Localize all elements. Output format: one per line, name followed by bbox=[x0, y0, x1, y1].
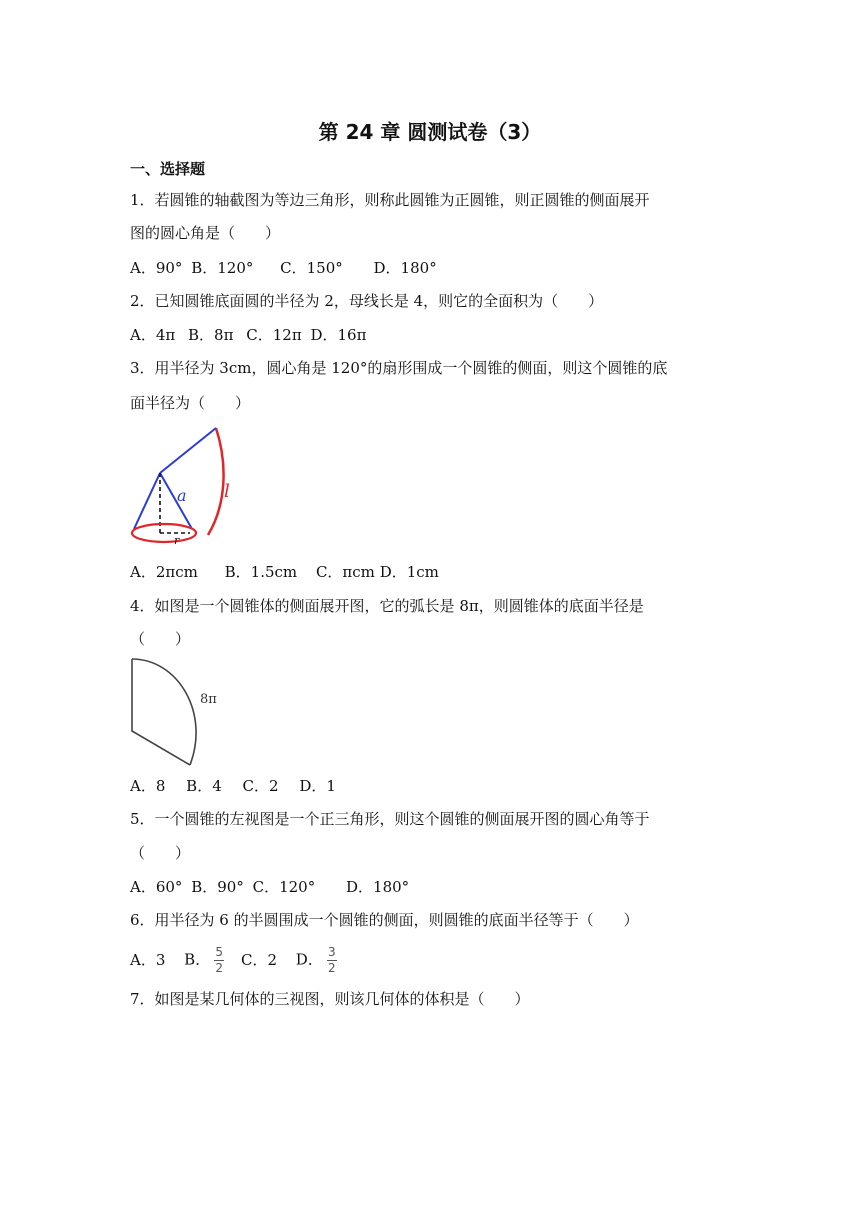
option-c: C．2 bbox=[242, 777, 279, 795]
option-d: D．180° bbox=[346, 878, 410, 896]
option-c: C．150° bbox=[280, 259, 343, 277]
option-b-prefix: B． bbox=[184, 950, 211, 969]
question-4-options bbox=[130, 776, 336, 796]
question-1-text-cont: 图的圆心角是（ ） bbox=[130, 224, 281, 242]
label-l: l bbox=[224, 481, 230, 502]
option-a: A．90° bbox=[130, 259, 183, 277]
question-6-options bbox=[130, 946, 341, 975]
question-3-text-cont: 面半径为（ ） bbox=[130, 394, 251, 412]
option-b bbox=[184, 946, 228, 975]
option-d: D．1cm bbox=[379, 563, 439, 581]
page-title: 第 24 章 圆测试卷（3） bbox=[318, 120, 542, 144]
question-3-text: 3．用半径为 3cm，圆心角是 120°的扇形围成一个圆锥的侧面，则这个圆锥的底 bbox=[130, 359, 668, 377]
question-4-text: 4．如图是一个圆锥体的侧面展开图，它的弧长是 8π，则圆锥体的底面半径是 bbox=[130, 597, 644, 615]
option-a: A．8 bbox=[130, 777, 166, 795]
fraction-denominator: 2 bbox=[328, 961, 336, 975]
question-1-options bbox=[130, 258, 437, 278]
label-r: r bbox=[174, 534, 180, 547]
question-6-text: 6．用半径为 6 的半圆围成一个圆锥的侧面，则圆锥的底面半径等于（ ） bbox=[130, 911, 639, 929]
option-c: C．πcm bbox=[315, 563, 375, 581]
option-b: B．8π bbox=[188, 326, 234, 344]
option-a: A．2πcm bbox=[130, 563, 198, 581]
sector-radii bbox=[132, 659, 190, 765]
option-b: B．4 bbox=[186, 777, 222, 795]
cone-left-side bbox=[134, 473, 160, 529]
option-b: B．120° bbox=[191, 259, 254, 277]
question-2-text: 2．已知圆锥底面圆的半径为 2，母线长是 4，则它的全面积为（ ） bbox=[130, 292, 604, 310]
fraction-numerator: 3 bbox=[328, 945, 336, 959]
option-c: C．120° bbox=[252, 878, 316, 896]
cone-net-figure bbox=[128, 425, 248, 550]
label-a: a bbox=[177, 486, 187, 505]
fraction-three-halves bbox=[327, 946, 337, 975]
option-d: D．16π bbox=[310, 326, 367, 344]
section-heading: 一、选择题 bbox=[130, 160, 206, 178]
option-b: B．90° bbox=[191, 878, 244, 896]
fraction-denominator: 2 bbox=[215, 961, 224, 975]
cone-right-side bbox=[160, 473, 192, 529]
fraction-numerator: 5 bbox=[215, 945, 224, 959]
question-7-text: 7．如图是某几何体的三视图，则该几何体的体积是（ ） bbox=[130, 990, 530, 1008]
arc-label: 8π bbox=[200, 692, 217, 707]
option-c: C．12π bbox=[246, 326, 302, 344]
option-b: B．1.5cm bbox=[224, 563, 298, 581]
question-5-text: 5．一个圆锥的左视图是一个正三角形，则这个圆锥的侧面展开图的圆心角等于 bbox=[130, 810, 650, 828]
question-4-text-cont: （ ） bbox=[130, 630, 191, 648]
arc-l bbox=[208, 428, 224, 535]
option-a: A．60° bbox=[130, 878, 183, 896]
question-5-text-cont: （ ） bbox=[130, 844, 191, 862]
slant-line-top bbox=[160, 428, 216, 473]
option-c: C．2 bbox=[240, 950, 278, 969]
question-1-text: 1．若圆锥的轴截图为等边三角形，则称此圆锥为正圆锥，则正圆锥的侧面展开 bbox=[130, 191, 650, 209]
question-3-options bbox=[130, 562, 439, 582]
option-d-prefix: D． bbox=[295, 950, 323, 969]
option-a: A．3 bbox=[130, 950, 166, 969]
fraction-five-halves bbox=[214, 946, 224, 975]
question-5-options bbox=[130, 877, 409, 897]
option-d: D．1 bbox=[299, 777, 336, 795]
option-d bbox=[296, 946, 341, 975]
option-a: A．4π bbox=[130, 326, 176, 344]
question-2-options bbox=[130, 325, 366, 345]
option-d: D．180° bbox=[373, 259, 437, 277]
sector-figure bbox=[128, 655, 228, 770]
